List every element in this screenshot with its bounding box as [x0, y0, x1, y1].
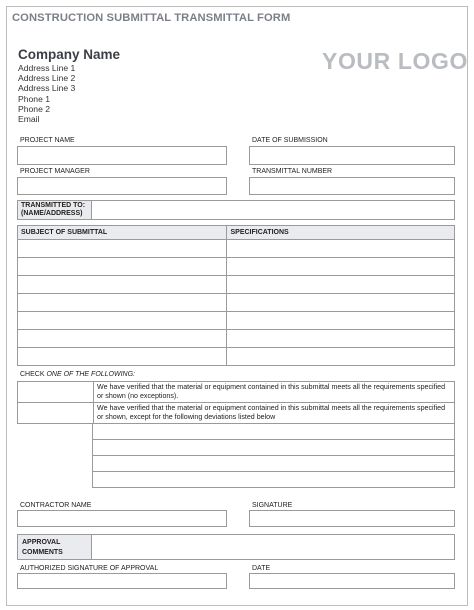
date-of-submission-field[interactable]: [249, 146, 455, 165]
approval-comments-line1: APPROVAL: [22, 539, 61, 546]
subject-cell[interactable]: [18, 294, 227, 312]
subject-cell[interactable]: [18, 240, 227, 258]
submittal-table: [17, 225, 455, 366]
specifications-cell[interactable]: [227, 294, 455, 312]
subject-cell[interactable]: [18, 330, 227, 348]
date-of-submission-label: DATE OF SUBMISSION: [252, 137, 328, 144]
specifications-cell[interactable]: [227, 276, 455, 294]
approval-comments-field[interactable]: [92, 534, 455, 560]
signature-label: SIGNATURE: [252, 502, 293, 509]
project-name-label: PROJECT NAME: [20, 137, 75, 144]
approval-comments-label: [17, 534, 92, 560]
deviation-cell[interactable]: [93, 472, 455, 488]
authorized-signature-label: AUTHORIZED SIGNATURE OF APPROVAL: [20, 565, 159, 572]
authorized-signature-field[interactable]: [17, 573, 227, 589]
subject-cell[interactable]: [18, 312, 227, 330]
option-1-text: We have verified that the material or equipment contained in this submittal meets all the requirements specified or shown (no exceptions).: [94, 382, 455, 403]
specifications-cell[interactable]: [227, 240, 455, 258]
project-manager-label: PROJECT MANAGER: [20, 168, 90, 175]
signature-field[interactable]: [249, 510, 455, 527]
transmitted-to-label-line2: (NAME/ADDRESS): [21, 210, 83, 217]
check-one-label: [20, 371, 135, 378]
form-title: CONSTRUCTION SUBMITTAL TRANSMITTAL FORM: [12, 12, 291, 24]
specifications-cell[interactable]: [227, 312, 455, 330]
table-row: [18, 348, 455, 366]
subject-of-submittal-header: SUBJECT OF SUBMITTAL: [18, 226, 227, 240]
subject-cell[interactable]: [18, 276, 227, 294]
contractor-name-label: CONTRACTOR NAME: [20, 502, 92, 509]
deviation-cell[interactable]: [93, 456, 455, 472]
option-2-text: We have verified that the material or equipment contained in this submittal meets all the requirements specified or shown, except for the following deviations listed below: [94, 403, 455, 424]
specifications-cell[interactable]: [227, 348, 455, 366]
table-row: [18, 312, 455, 330]
deviation-cell[interactable]: [93, 424, 455, 440]
address-line-1: Address Line 1: [18, 63, 76, 73]
email: Email: [18, 114, 40, 124]
transmitted-to-label: [17, 200, 92, 220]
approval-comments-line2: COMMENTS: [22, 549, 63, 556]
phone-2: Phone 2: [18, 104, 51, 114]
subject-cell[interactable]: [18, 258, 227, 276]
transmittal-number-label: TRANSMITTAL NUMBER: [252, 168, 333, 175]
check-options-table: [17, 381, 455, 424]
project-name-field[interactable]: [17, 146, 227, 165]
phone-1: Phone 1: [18, 93, 51, 104]
deviation-row: [93, 472, 455, 488]
table-row: [18, 330, 455, 348]
project-manager-field[interactable]: [17, 177, 227, 195]
table-row: [18, 294, 455, 312]
company-name: Company Name: [18, 47, 121, 62]
deviation-cell[interactable]: [93, 440, 455, 456]
date-field[interactable]: [249, 573, 455, 589]
table-row: [18, 240, 455, 258]
check-one-emphasis: ONE OF THE FOLLOWING:: [46, 371, 135, 378]
specifications-cell[interactable]: [227, 330, 455, 348]
table-row: [18, 276, 455, 294]
deviations-table: [92, 423, 455, 488]
contractor-name-field[interactable]: [17, 510, 227, 527]
option-2-checkbox[interactable]: [18, 403, 94, 424]
specifications-header: SPECIFICATIONS: [227, 226, 455, 240]
deviation-row: [93, 456, 455, 472]
address-line-3: Address Line 3: [18, 83, 76, 93]
subject-cell[interactable]: [18, 348, 227, 366]
address-line-2: Address Line 2: [18, 73, 76, 83]
logo-placeholder: YOUR LOGO: [322, 48, 468, 74]
check-one-prefix: CHECK: [20, 371, 47, 378]
deviation-row: [93, 424, 455, 440]
deviation-row: [93, 440, 455, 456]
table-row: [18, 258, 455, 276]
transmitted-to-field[interactable]: [92, 200, 455, 220]
option-1-checkbox[interactable]: [18, 382, 94, 403]
transmitted-to-label-line1: TRANSMITTED TO:: [21, 202, 86, 209]
transmittal-number-field[interactable]: [249, 177, 455, 195]
date-label: DATE: [252, 565, 271, 572]
specifications-cell[interactable]: [227, 258, 455, 276]
